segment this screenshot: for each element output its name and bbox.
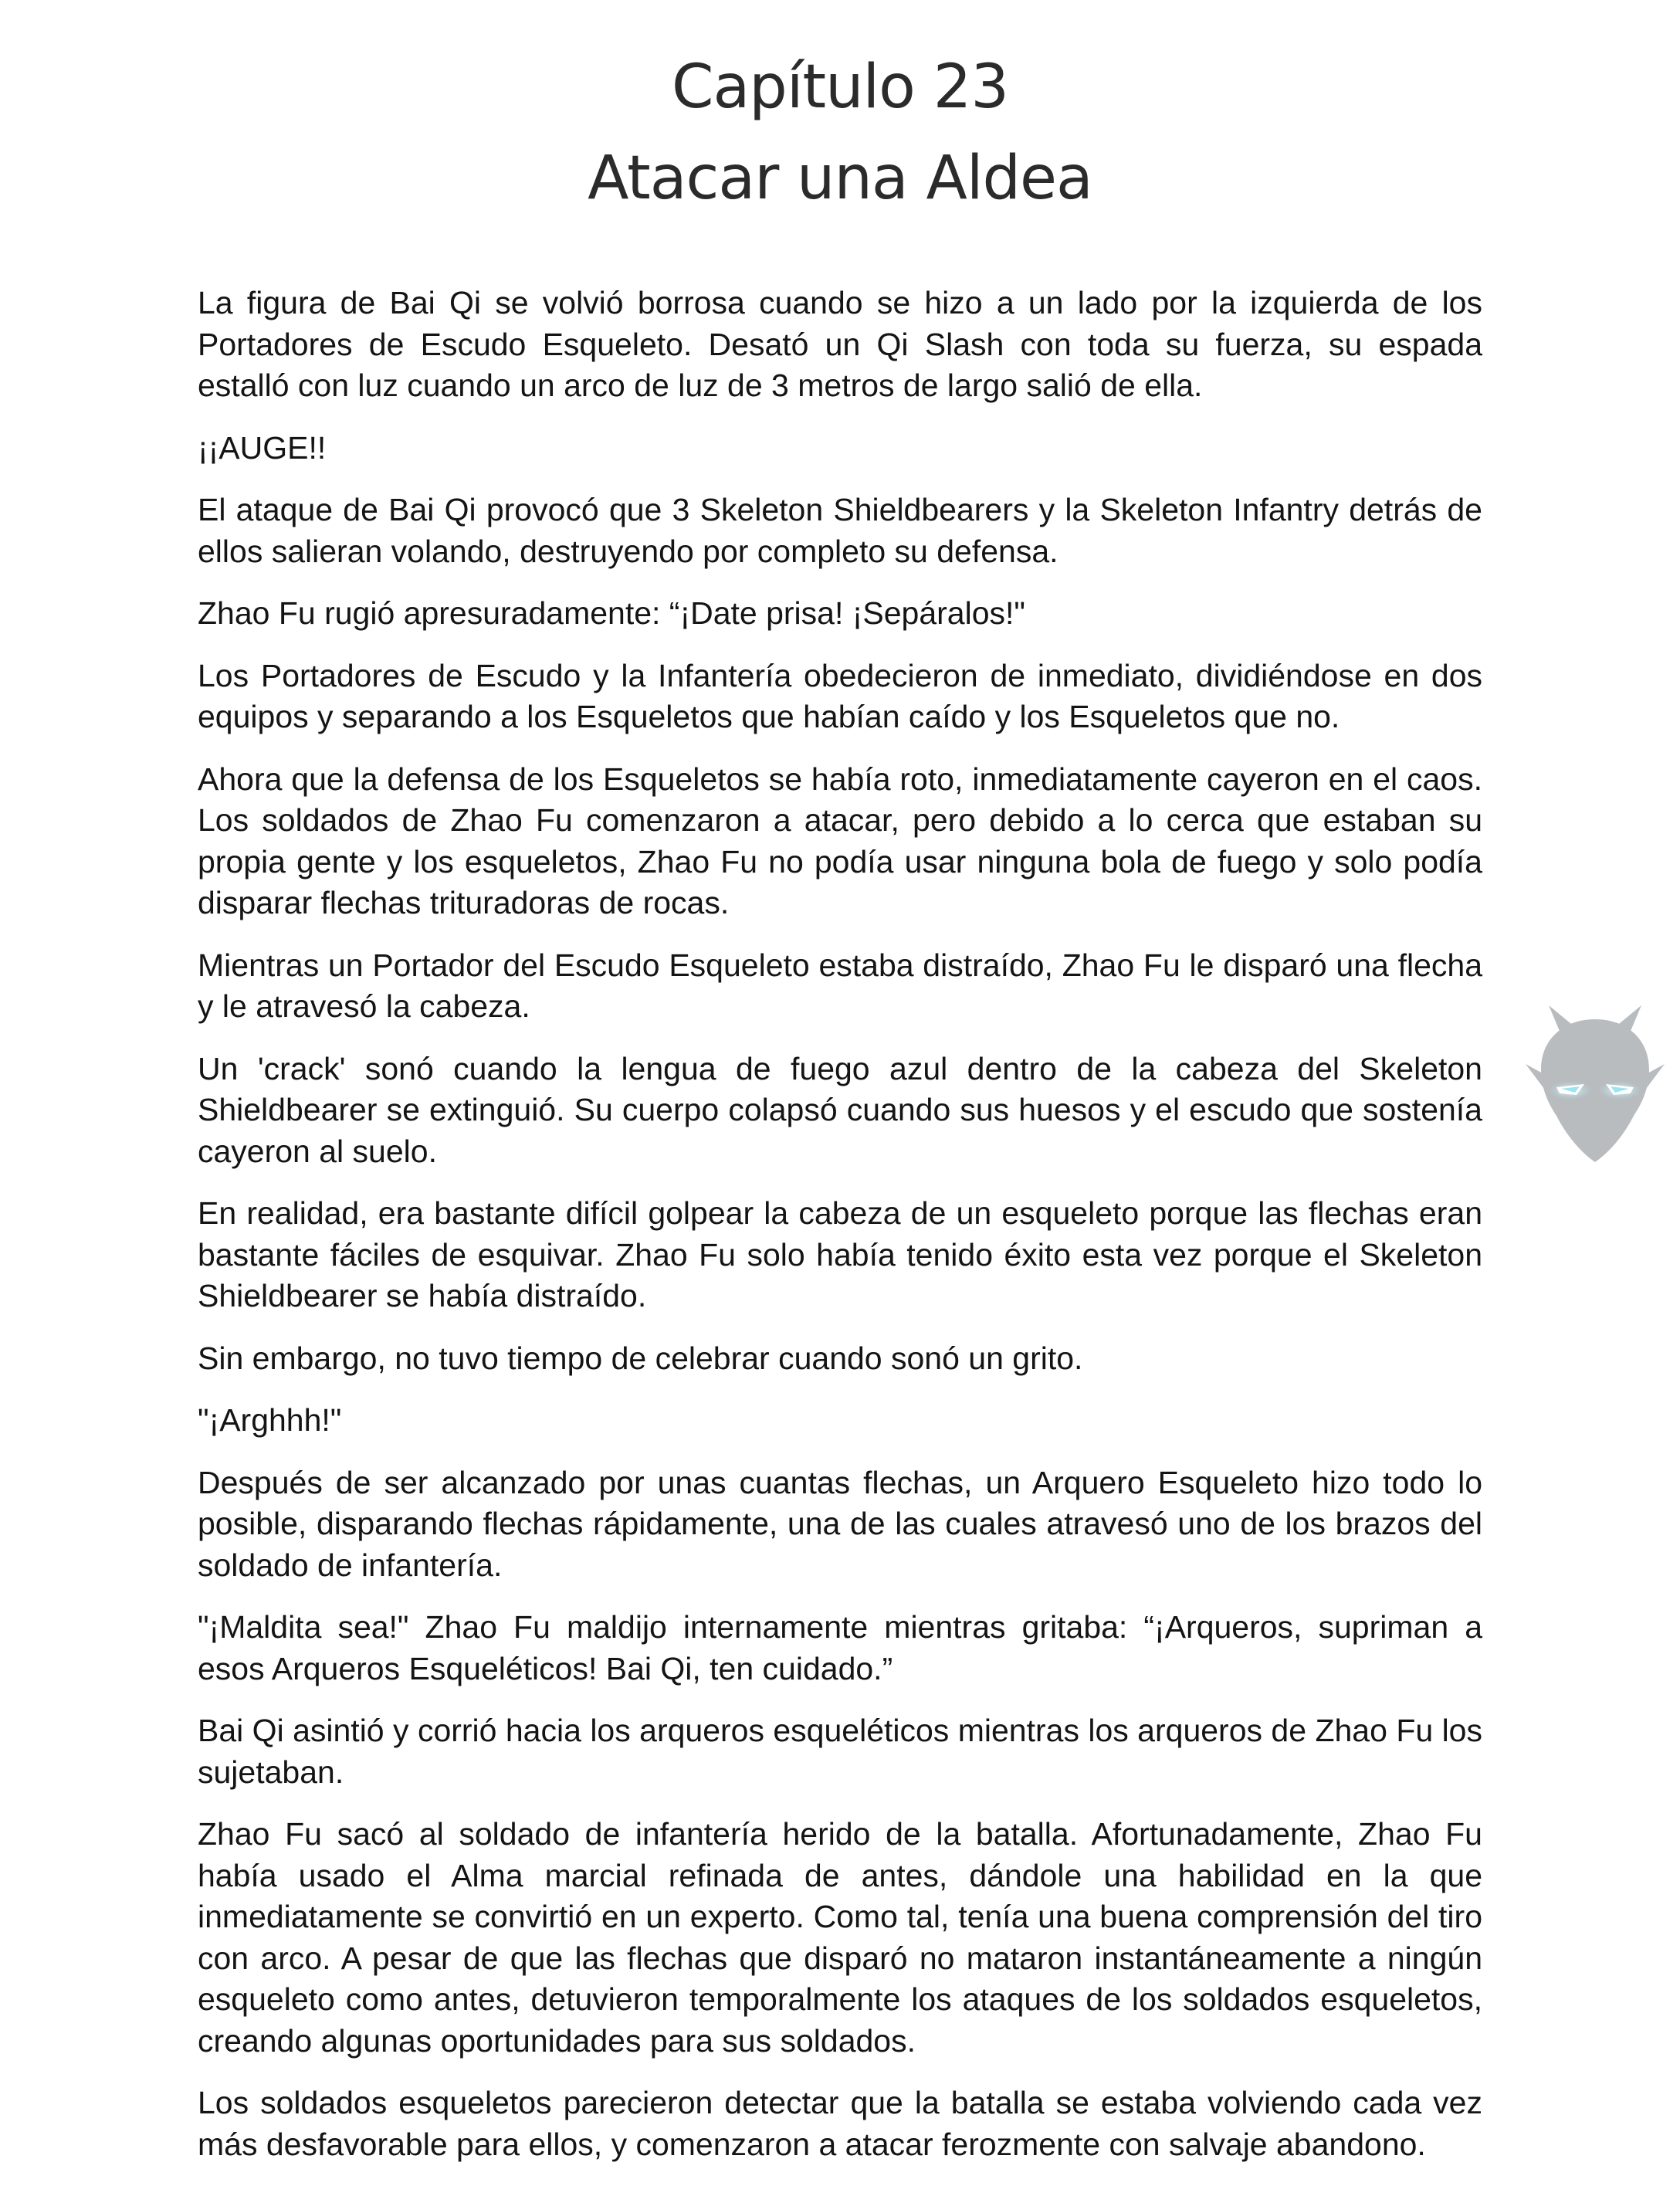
paragraph: La figura de Bai Qi se volvió borrosa cuando se hizo a un lado por la izquierda de los Portadores de Escudo Esqueleto. Desató un Qi Slash con toda su fuerza, su espada estalló con luz cuando un arco de luz de 3 metros de largo salió de ella. bbox=[198, 285, 1482, 403]
chapter-heading bbox=[0, 42, 1680, 224]
demon-head-icon bbox=[1526, 1004, 1665, 1174]
paragraph: ¡¡AUGE!! bbox=[198, 429, 327, 466]
paragraph: "¡Maldita sea!" Zhao Fu maldijo internamente mientras gritaba: “¡Arqueros, supriman a esos Arqueros Esqueléticos! Bai Qi, ten cuidado.” bbox=[198, 1609, 1482, 1686]
paragraph: "¡Arghhh!" bbox=[198, 1402, 342, 1438]
paragraph: Zhao Fu rugió apresuradamente: “¡Date prisa! ¡Sepáralos!" bbox=[198, 595, 1025, 631]
paragraph: En realidad, era bastante difícil golpear la cabeza de un esqueleto porque las flechas eran bastante fáciles de esquivar. Zhao Fu solo había tenido éxito esta vez porque el Skeleton Shieldbearer se había distraído. bbox=[198, 1195, 1482, 1313]
paragraph: Los Portadores de Escudo y la Infantería obedecieron de inmediato, dividiéndose en dos equipos y separando a los Esqueletos que habían caído y los Esqueletos que no. bbox=[198, 657, 1482, 734]
paragraph: Después de ser alcanzado por unas cuantas flechas, un Arquero Esqueleto hizo todo lo posible, disparando flechas rápidamente, una de las cuales atravesó uno de los brazos del soldado de infantería. bbox=[198, 1464, 1482, 1583]
chapter-number: Capítulo 23 bbox=[672, 53, 1008, 122]
paragraph: Zhao Fu sacó al soldado de infantería herido de la batalla. Afortunadamente, Zhao Fu había usado el Alma marcial refinada de antes, dándole una habilidad en la que inmediatamente se convirtió en un experto. Como tal, tenía una buena comprensión del tiro con arco. A pesar de que las flechas que disparó no mataron instantáneamente a ningún esqueleto como antes, detuvieron temporalmente los ataques de los soldados esqueletos, creando algunas oportunidades para sus soldados. bbox=[198, 1816, 1482, 2059]
paragraph: Ahora que la defensa de los Esqueletos se había roto, inmediatamente cayeron en el caos. Los soldados de Zhao Fu comenzaron a atacar, pero debido a lo cerca que estaban su propia gente y los esqueletos, Zhao Fu no podía usar ninguna bola de fuego y solo podía disparar flechas trituradoras de rocas. bbox=[198, 761, 1482, 920]
paragraph: Sin embargo, no tuvo tiempo de celebrar cuando sonó un grito. bbox=[198, 1340, 1083, 1376]
paragraph: El ataque de Bai Qi provocó que 3 Skeleton Shieldbearers y la Skeleton Infantry detrás de ellos salieran volando, destruyendo por completo su defensa. bbox=[198, 492, 1482, 569]
chapter-title: Atacar una Aldea bbox=[588, 144, 1092, 213]
paragraph: Bai Qi asintió y corrió hacia los arqueros esqueléticos mientras los arqueros de Zhao Fu los sujetaban. bbox=[198, 1713, 1482, 1790]
paragraph: Mientras un Portador del Escudo Esqueleto estaba distraído, Zhao Fu le disparó una flecha y le atravesó la cabeza. bbox=[198, 947, 1482, 1024]
paragraph: Los soldados esqueletos parecieron detectar que la batalla se estaba volviendo cada vez más desfavorable para ellos, y comenzaron a atacar ferozmente con salvaje abandono. bbox=[198, 2085, 1482, 2162]
chapter-body bbox=[198, 283, 1482, 2186]
paragraph: Un 'crack' sonó cuando la lengua de fuego azul dentro de la cabeza del Skeleton Shieldbearer se extinguió. Su cuerpo colapsó cuando sus huesos y el escudo que sostenía cayeron al suelo. bbox=[198, 1050, 1482, 1169]
